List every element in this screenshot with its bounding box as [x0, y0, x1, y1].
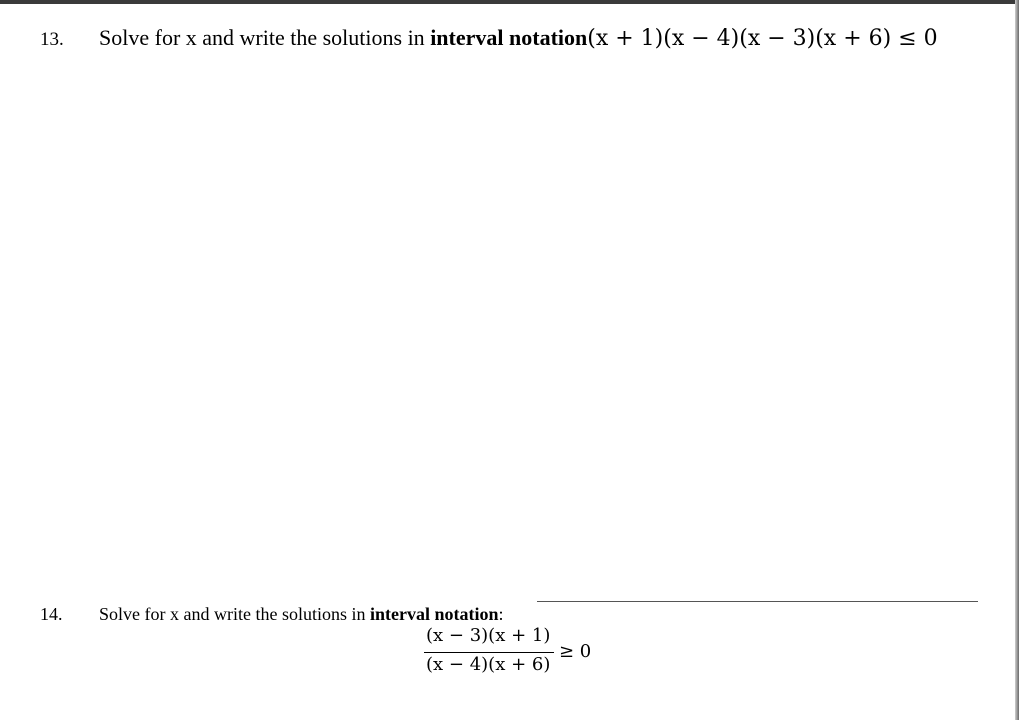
- top-border: [0, 0, 1019, 4]
- question-14-number: 14.: [40, 604, 63, 624]
- fraction-numerator: (x − 3)(x + 1): [426, 625, 551, 646]
- answer-line: [537, 601, 978, 602]
- question-13-text: [99, 25, 938, 51]
- question-13-inequality: (x + 1)(x − 4)(x − 3)(x + 6) ≤ 0: [587, 26, 938, 51]
- question-14-bold: interval notation: [369, 604, 499, 624]
- fraction-relation: ≥ 0: [559, 641, 592, 662]
- fraction-denominator: (x − 4)(x + 6): [426, 654, 551, 675]
- question-13-prefix: Solve for x and write the solutions in: [99, 25, 431, 50]
- fraction-bar: [424, 652, 554, 653]
- question-13-number: 13.: [40, 29, 64, 50]
- question-14-prefix: Solve for x and write the solutions in: [99, 604, 370, 624]
- question-14-text: [99, 604, 503, 625]
- question-13-bold: interval notation: [430, 25, 588, 50]
- right-border: [1015, 0, 1019, 720]
- question-14-suffix: :: [498, 604, 504, 624]
